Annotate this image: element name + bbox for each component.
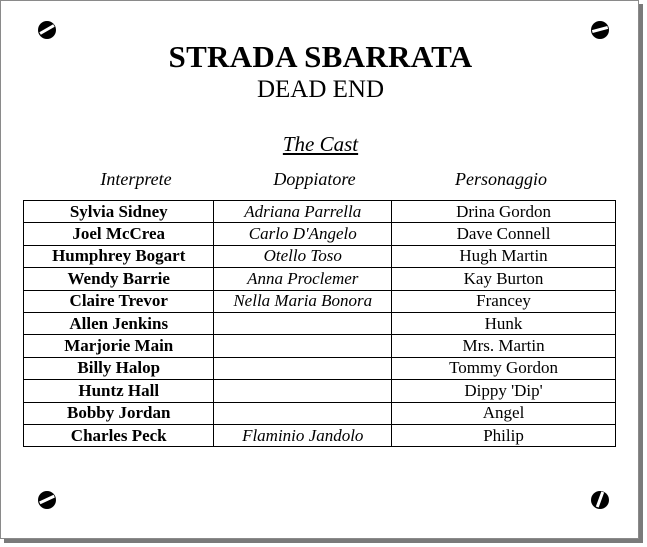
cell-role: Dippy 'Dip' bbox=[392, 380, 616, 402]
cast-table-body bbox=[24, 201, 616, 447]
table-row bbox=[24, 312, 616, 334]
cell-dubber bbox=[214, 335, 392, 357]
cast-table bbox=[23, 200, 616, 447]
cell-dubber bbox=[214, 402, 392, 424]
cell-dubber: Carlo D'Angelo bbox=[214, 223, 392, 245]
cell-role: Tommy Gordon bbox=[392, 357, 616, 379]
cell-role: Dave Connell bbox=[392, 223, 616, 245]
cell-dubber: Otello Toso bbox=[214, 245, 392, 267]
table-row bbox=[24, 335, 616, 357]
screw-icon bbox=[591, 21, 609, 39]
cell-actor: Bobby Jordan bbox=[24, 402, 214, 424]
cell-role: Mrs. Martin bbox=[392, 335, 616, 357]
cell-actor: Wendy Barrie bbox=[24, 268, 214, 290]
cell-role: Angel bbox=[392, 402, 616, 424]
cell-dubber bbox=[214, 357, 392, 379]
cast-heading: The Cast bbox=[282, 132, 359, 156]
screw-icon bbox=[591, 491, 609, 509]
cell-dubber: Anna Proclemer bbox=[214, 268, 392, 290]
cell-dubber bbox=[214, 312, 392, 334]
cell-actor: Huntz Hall bbox=[24, 380, 214, 402]
cell-actor: Charles Peck bbox=[24, 424, 214, 446]
cell-role: Hunk bbox=[392, 312, 616, 334]
table-row bbox=[24, 357, 616, 379]
table-row bbox=[24, 268, 616, 290]
cell-role: Drina Gordon bbox=[392, 201, 616, 223]
table-row bbox=[24, 290, 616, 312]
cell-actor: Claire Trevor bbox=[24, 290, 214, 312]
table-row bbox=[24, 402, 616, 424]
page-title: STRADA SBARRATA bbox=[168, 39, 473, 74]
cell-actor: Billy Halop bbox=[24, 357, 214, 379]
cell-dubber: Nella Maria Bonora bbox=[214, 290, 392, 312]
cell-actor: Joel McCrea bbox=[24, 223, 214, 245]
table-row bbox=[24, 245, 616, 267]
cell-dubber: Flaminio Jandolo bbox=[214, 424, 392, 446]
cell-actor: Allen Jenkins bbox=[24, 312, 214, 334]
screw-icon bbox=[38, 21, 56, 39]
cell-dubber bbox=[214, 380, 392, 402]
table-row bbox=[24, 201, 616, 223]
column-header-dubber: Doppiatore bbox=[273, 169, 356, 189]
cell-actor: Marjorie Main bbox=[24, 335, 214, 357]
table-row bbox=[24, 223, 616, 245]
cell-role: Hugh Martin bbox=[392, 245, 616, 267]
table-row bbox=[24, 424, 616, 446]
column-header-role: Personaggio bbox=[455, 169, 547, 189]
cell-role: Philip bbox=[392, 424, 616, 446]
page-subtitle: DEAD END bbox=[256, 76, 385, 103]
cell-role: Francey bbox=[392, 290, 616, 312]
cell-role: Kay Burton bbox=[392, 268, 616, 290]
cell-actor: Humphrey Bogart bbox=[24, 245, 214, 267]
table-row bbox=[24, 380, 616, 402]
cell-actor: Sylvia Sidney bbox=[24, 201, 214, 223]
column-header-actor: Interprete bbox=[100, 169, 172, 189]
cell-dubber: Adriana Parrella bbox=[214, 201, 392, 223]
screw-icon bbox=[38, 491, 56, 509]
